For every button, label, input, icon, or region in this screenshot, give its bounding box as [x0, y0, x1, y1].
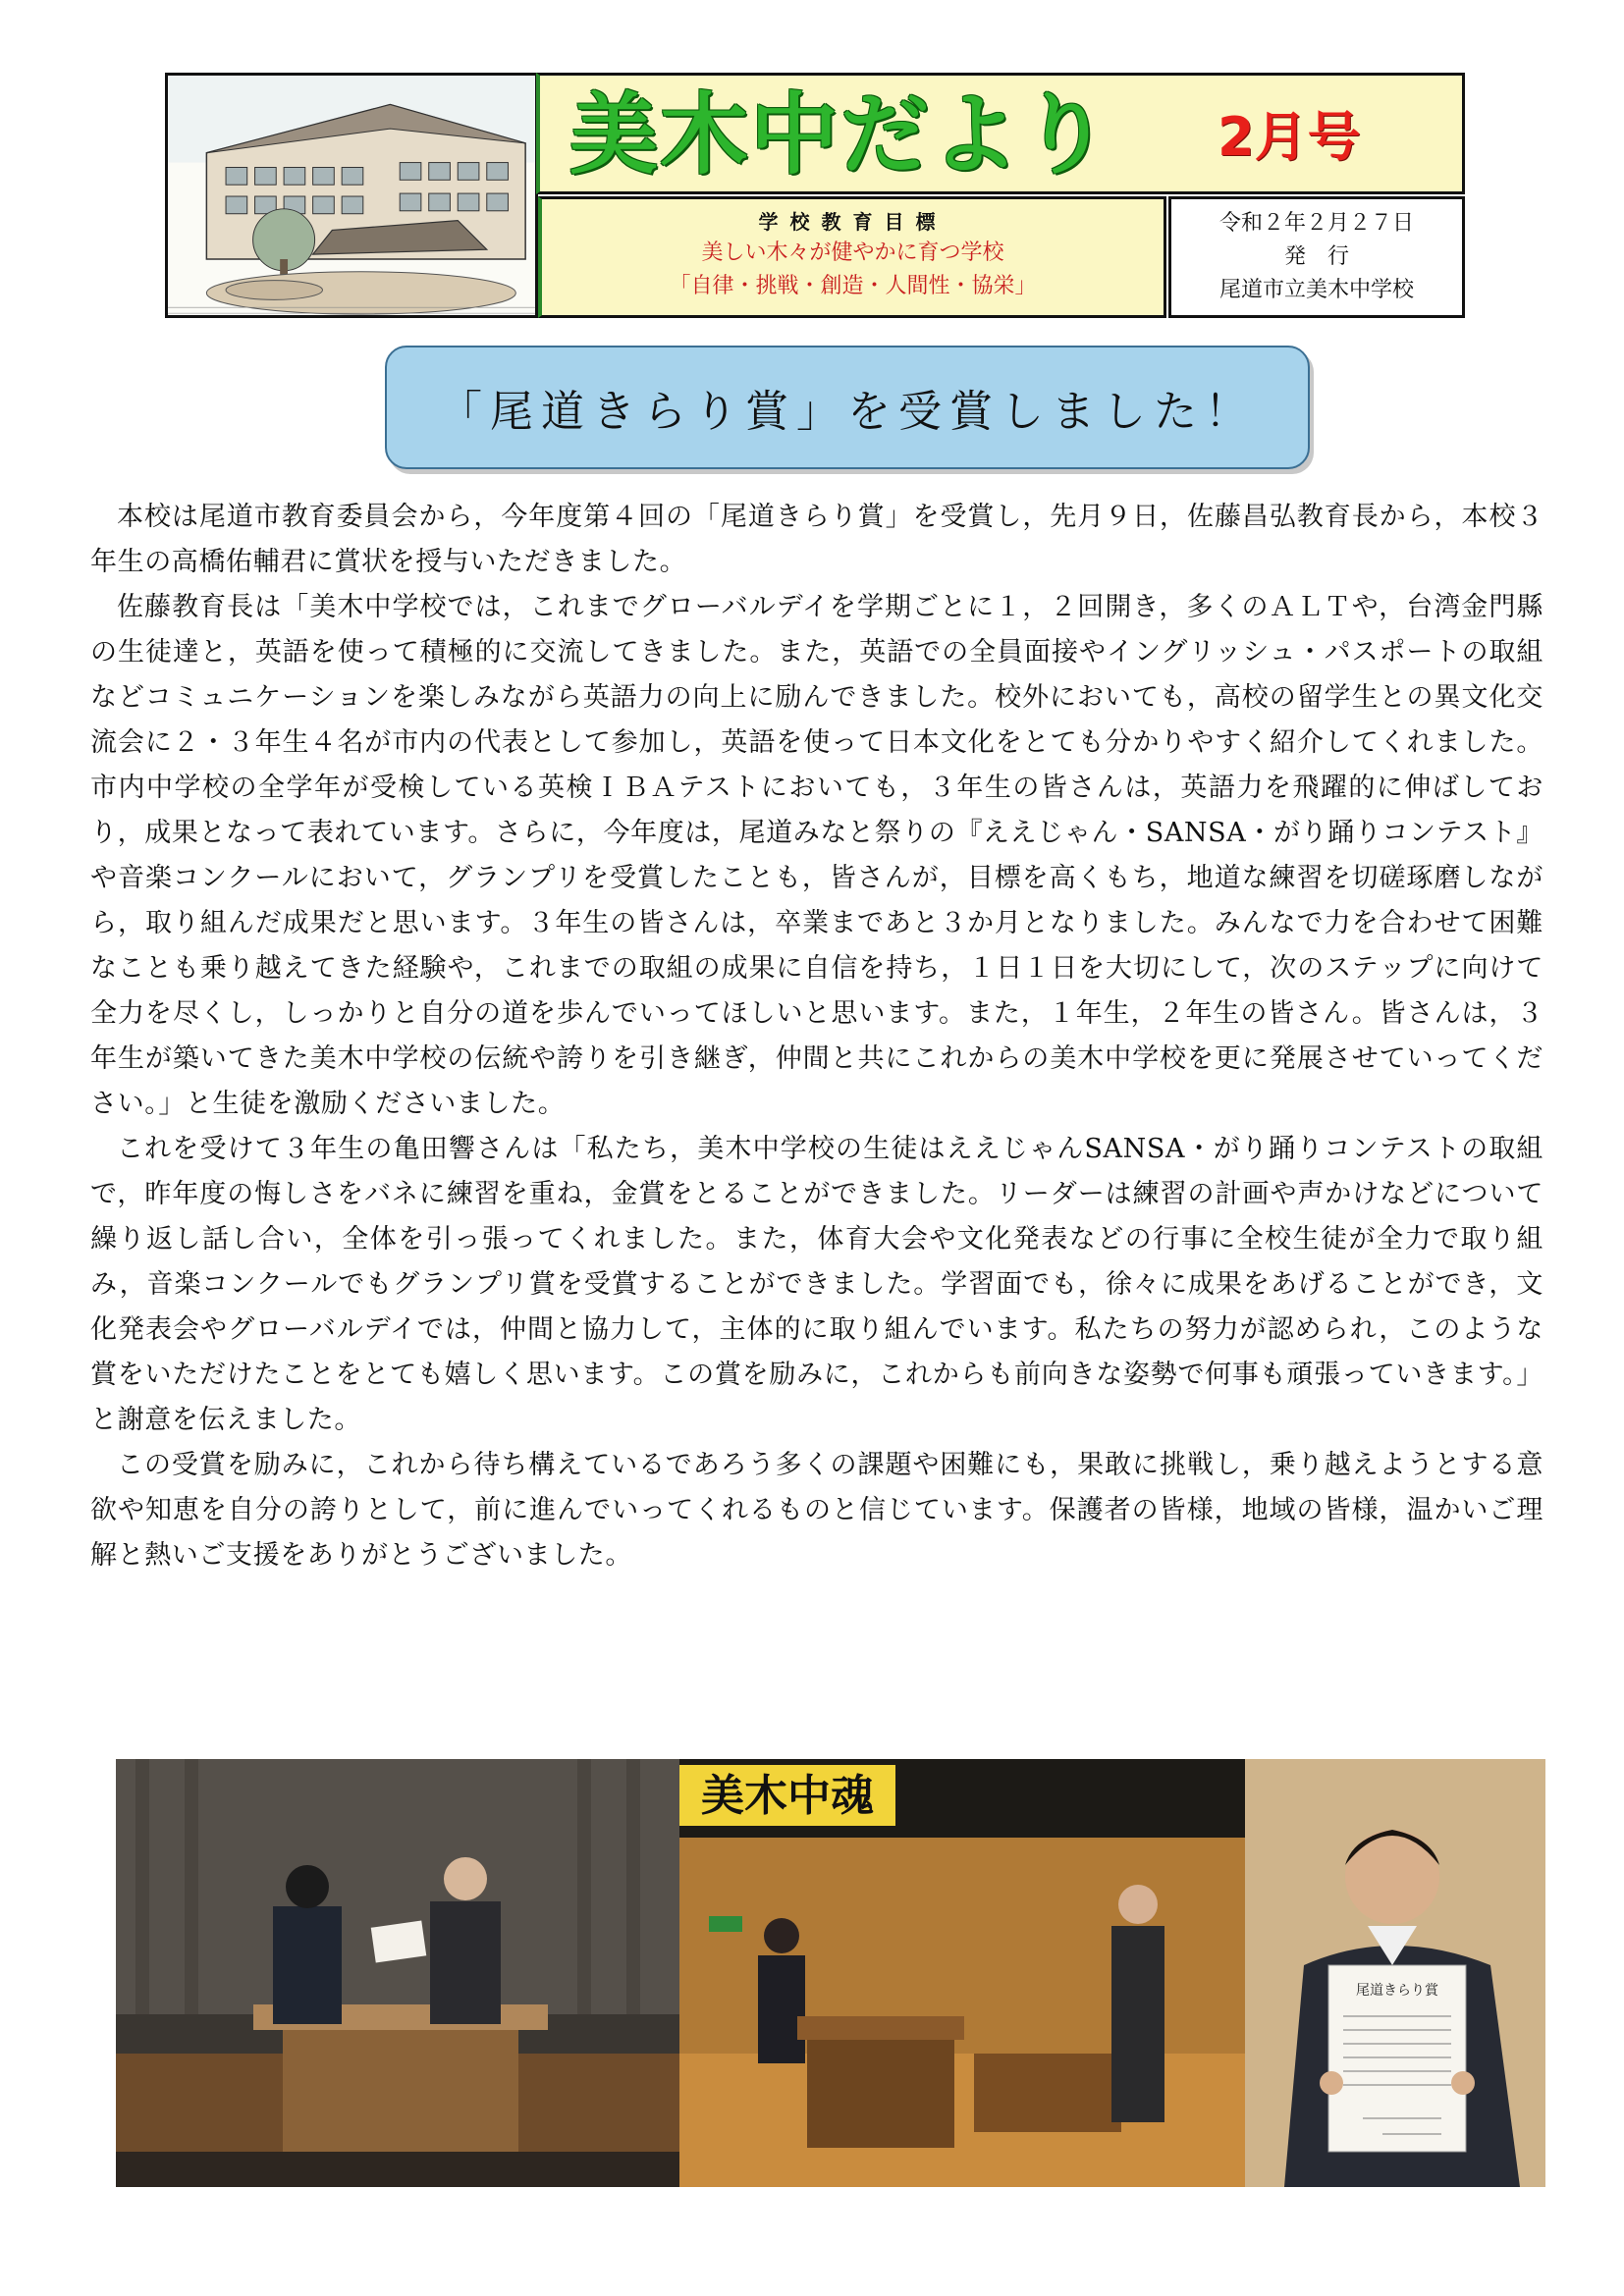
article-paragraph: 本校は尾道市教育委員会から，今年度第４回の「尾道きらり賞」を受賞し，先月９日，佐藤昌弘教育長から，本校３年生の高橋佑輔君に賞状を授与いただきました。 [90, 502, 1543, 577]
headline-box [385, 346, 1310, 469]
publication-issued: 発 行 [1283, 244, 1349, 269]
publication-info [1168, 196, 1465, 318]
headline: 「尾道きらり賞」を受賞しました！ [439, 387, 1256, 437]
education-goal-heading: 学校教育目標 [758, 210, 947, 234]
masthead [165, 73, 1467, 320]
stage-banner-text: 美木中魂 [701, 1771, 874, 1821]
education-goal-line2: 「自律・挑戦・創造・人間性・協栄」 [669, 274, 1037, 298]
publication-date: 令和２年２月２７日 [1218, 211, 1414, 236]
photo-award-presentation [116, 1759, 679, 2187]
issue-label: 2月号 [1218, 106, 1361, 168]
school-building-illustration [165, 73, 538, 318]
certificate-title-text: 尾道きらり賞 [1356, 1983, 1438, 1999]
photo-row [116, 1759, 1545, 2187]
article-paragraph: これを受けて３年生の亀田響さんは「私たち，美木中学校の生徒はええじゃんSANSA・がり踊りコンテストの取組で，昨年度の悔しさをバネに練習を重ね，金賞をとることができました。リーダーは練習の計画や声かけなどについて繰り返し話し合い，全体を引っ張ってくれました。また，体育大会や文化発表などの行事に全校生徒が全力で取り組み，音楽コンクールでもグランプリ賞を受賞することができました。学習面でも，徐々に成果をあげることができ，文化発表会やグローバルデイでは，仲間と協力して，主体的に取り組んでいます。私たちの努力が認められ，このような賞をいただけたことをとても嬉しく思います。この賞を励みに，これからも前向きな姿勢で何事も頑張っていきます。」と謝意を伝えました。 [90, 1134, 1543, 1435]
newsletter-title: 美木中だより [569, 83, 1111, 187]
article-body [90, 495, 1543, 1578]
article-paragraph: 佐藤教育長は「美木中学校では，これまでグローバルデイを学期ごとに１，２回開き，多くのＡＬＴや，台湾金門縣の生徒達と，英語を使って積極的に交流してきました。また，英語での全員面接やイングリッシュ・パスポートの取組などコミュニケーションを楽しみながら英語力の向上に励んできました。校外においても，高校の留学生との異文化交流会に２・３年生４名が市内の代表として参加し，英語を使って日本文化をとても分かりやすく紹介してくれました。市内中学校の全学年が受検している英検ＩＢＡテストにおいても，３年生の皆さんは，英語力を飛躍的に伸ばしており，成果となって表れています。さらに，今年度は，尾道みなと祭りの『ええじゃん・SANSA・がり踊りコンテスト』や音楽コンクールにおいて，グランプリを受賞したことも，皆さんが，目標を高くもち，地道な練習を切磋琢磨しながら，取り組んだ成果だと思います。３年生の皆さんは，卒業まであと３か月となりました。みんなで力を合わせて困難なことも乗り越えてきた経験や，これまでの取組の成果に自信を持ち，１日１日を大切にして，次のステップに向けて全力を尽くし，しっかりと自分の道を歩んでいってほしいと思います。また，１年生，２年生の皆さん。皆さんは，３年生が築いてきた美木中学校の伝統や誇りを引き継ぎ，仲間と共にこれからの美木中学校を更に発展させていってください。」と生徒を激励くださいました。 [90, 592, 1543, 1119]
publisher: 尾道市立美木中学校 [1218, 278, 1414, 302]
education-goal-panel [538, 196, 1166, 318]
title-panel [536, 73, 1465, 194]
photo-student-certificate [1245, 1759, 1545, 2187]
article-paragraph: この受賞を励みに，これから待ち構えているであろう多くの課題や困難にも，果敢に挑戦し，乗り越えようとする意欲や知恵を自分の誇りとして，前に進んでいってくれるものと信じています。保護者の皆様，地域の皆様，温かいご理解と熱いご支援をありがとうございました。 [90, 1450, 1543, 1571]
photo-student-speech [679, 1759, 1245, 2187]
education-goal-line1: 美しい木々が健やかに育つ学校 [701, 240, 1004, 265]
